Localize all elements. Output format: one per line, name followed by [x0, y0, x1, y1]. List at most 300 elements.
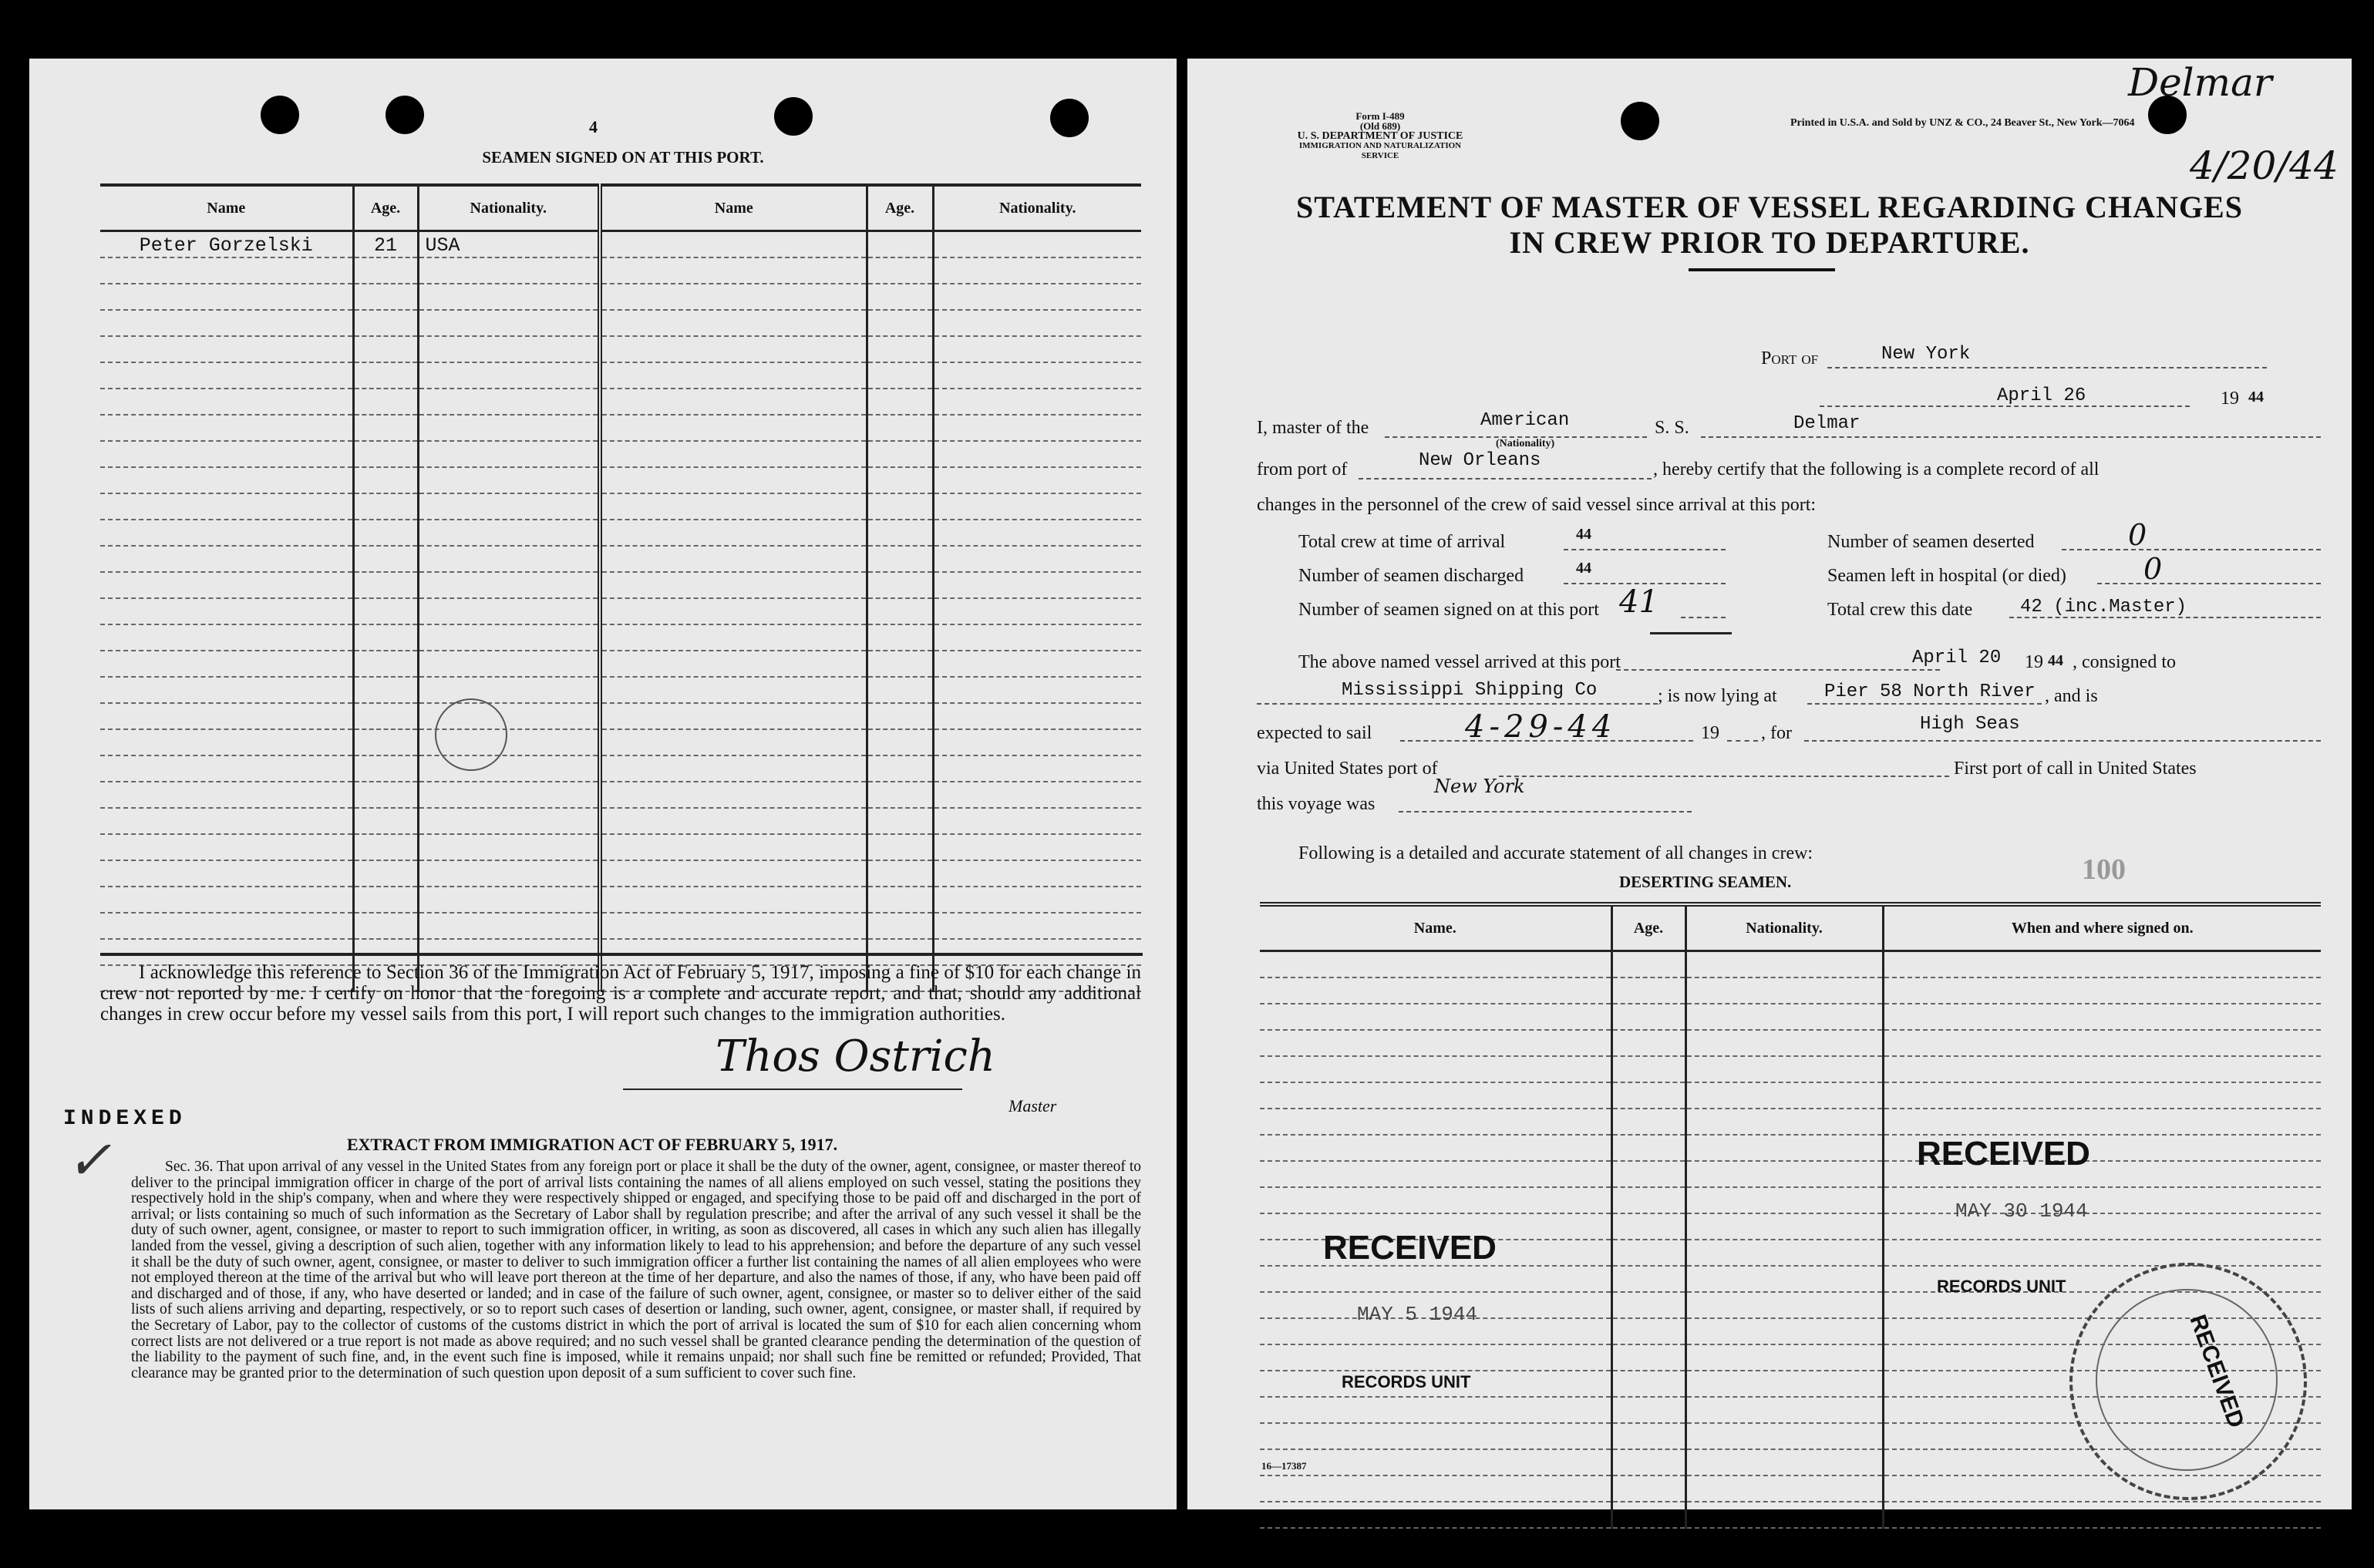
- blank-cell: [353, 624, 418, 651]
- for-value: High Seas: [1920, 714, 2020, 735]
- form-header: [1288, 111, 1473, 161]
- blank-cell: [1685, 977, 1883, 1004]
- blank-cell: [1883, 1056, 2321, 1082]
- blank-cell: [933, 913, 1141, 939]
- blank-cell: [353, 782, 418, 808]
- table-row: [1260, 1030, 2321, 1056]
- blank-cell: [1260, 1161, 1611, 1187]
- blank-cell: [867, 887, 933, 913]
- blank-cell: [600, 913, 867, 939]
- consignee: Mississippi Shipping Co: [1342, 680, 1598, 701]
- blank-cell: [933, 441, 1141, 467]
- date-value: April 26: [1997, 385, 2086, 406]
- service-name: IMMIGRATION AND NATURALIZATION SERVICE: [1298, 141, 1462, 160]
- blank-cell: [100, 415, 353, 441]
- blank-cell: [1685, 1135, 1883, 1161]
- blank-cell: [600, 755, 867, 782]
- fill-line: [1257, 703, 1658, 705]
- blank-cell: [600, 782, 867, 808]
- blank-cell: [600, 546, 867, 572]
- blank-cell: [933, 389, 1141, 415]
- blank-cell: [418, 415, 600, 441]
- blank-cell: [1611, 1161, 1685, 1187]
- fill-line: [1701, 436, 2321, 438]
- blank-cell: [418, 808, 600, 834]
- blank-cell: [1685, 951, 1883, 978]
- crew-age-cell: [867, 231, 933, 258]
- blank-cell: [867, 284, 933, 310]
- blank-cell: [100, 257, 353, 284]
- blank-cell: [1685, 1475, 1883, 1502]
- blank-cell: [933, 572, 1141, 598]
- blank-cell: [933, 546, 1141, 572]
- blank-cell: [353, 257, 418, 284]
- blank-cell: [100, 546, 353, 572]
- fill-line: [1564, 549, 1726, 550]
- blank-cell: [353, 729, 418, 755]
- total-crew-arrival-label: Total crew at time of arrival: [1298, 532, 1506, 552]
- table-row: [1260, 1161, 2321, 1187]
- blank-cell: [1685, 1030, 1883, 1056]
- blank-cell: [353, 677, 418, 703]
- blank-cell: [1611, 1318, 1685, 1344]
- blank-cell: [1685, 1056, 1883, 1082]
- blank-cell: [1260, 1187, 1611, 1213]
- arrived-year-prefix: 19: [2025, 652, 2043, 672]
- blank-cell: [600, 415, 867, 441]
- column-header: Nationality.: [933, 185, 1141, 231]
- blank-cell: [600, 336, 867, 362]
- blank-cell: [353, 651, 418, 677]
- table-row: [100, 520, 1141, 546]
- blank-cell: [100, 887, 353, 913]
- table-row: [100, 598, 1141, 624]
- blank-cell: [418, 467, 600, 493]
- table-row: [100, 860, 1141, 887]
- blank-cell: [867, 913, 933, 939]
- table-row: [100, 808, 1141, 834]
- column-header: Age.: [867, 185, 933, 231]
- blank-cell: [1685, 1292, 1883, 1318]
- blank-cell: [418, 624, 600, 651]
- blank-cell: [1611, 1056, 1685, 1082]
- year-prefix: 19: [2221, 389, 2239, 409]
- crew-age-cell: 21: [353, 231, 418, 258]
- punch-hole: [1050, 99, 1089, 137]
- blank-cell: [100, 284, 353, 310]
- blank-cell: [1611, 1423, 1685, 1449]
- blank-cell: [418, 493, 600, 520]
- blank-cell: [1883, 1240, 2321, 1266]
- table-row: [100, 257, 1141, 284]
- expected-value: 4-29-44: [1465, 709, 1617, 745]
- blank-cell: [867, 310, 933, 336]
- blank-cell: [1685, 1109, 1883, 1135]
- blank-cell: [353, 336, 418, 362]
- blank-cell: [100, 703, 353, 729]
- blank-cell: [600, 598, 867, 624]
- blank-cell: [1883, 1187, 2321, 1213]
- form-old-number: (Old 689): [1359, 120, 1401, 132]
- blank-cell: [100, 520, 353, 546]
- table-row: [100, 782, 1141, 808]
- blank-cell: [1685, 1502, 1883, 1528]
- blank-cell: [1611, 1082, 1685, 1109]
- signed-on-underline: [1650, 632, 1732, 634]
- blank-cell: [1611, 1449, 1685, 1475]
- blank-cell: [600, 808, 867, 834]
- acknowledgment-text: I acknowledge this reference to Section 36 of the Immigration Act of February 5, 1917, imposing a fine of $10 for each change in crew not reported by me. I certify on honor that the foregoing is a complete and accurate report, and that, should any additional changes in crew occur before my vessel sails from this port, I will report such changes to the immigration authorities.: [100, 962, 1141, 1025]
- blank-cell: [1685, 1161, 1883, 1187]
- blank-cell: [867, 808, 933, 834]
- blank-cell: [933, 808, 1141, 834]
- handwritten-date: 4/20/44: [2190, 143, 2339, 188]
- blank-cell: [600, 677, 867, 703]
- crew-nationality-cell: USA: [418, 231, 600, 258]
- voyage-label: this voyage was: [1257, 794, 1376, 814]
- stamp-number: 100: [2082, 853, 2126, 886]
- blank-cell: [100, 677, 353, 703]
- blank-cell: [867, 572, 933, 598]
- blank-cell: [1685, 1187, 1883, 1213]
- blank-cell: [1685, 1344, 1883, 1371]
- table-row: [100, 913, 1141, 939]
- blank-cell: [933, 782, 1141, 808]
- blank-cell: [353, 284, 418, 310]
- right-page: [1187, 59, 2352, 1509]
- blank-cell: [353, 520, 418, 546]
- blank-cell: [1611, 1502, 1685, 1528]
- blank-cell: [353, 887, 418, 913]
- blank-cell: [1685, 1004, 1883, 1030]
- blank-cell: [600, 520, 867, 546]
- seamen-signed-title: SEAMEN SIGNED ON AT THIS PORT.: [482, 148, 764, 167]
- blank-cell: [933, 860, 1141, 887]
- blank-cell: [933, 834, 1141, 860]
- total-crew-date-label: Total crew this date: [1827, 600, 1973, 620]
- blank-cell: [100, 651, 353, 677]
- table-row: [100, 336, 1141, 362]
- blank-cell: [933, 362, 1141, 389]
- blank-cell: [933, 624, 1141, 651]
- blank-cell: [867, 467, 933, 493]
- table-header-row: [1260, 904, 2321, 951]
- table-row: [100, 310, 1141, 336]
- extract-text: Sec. 36. That upon arrival of any vessel in the United States from any foreign port or place it shall be the duty of the owner, agent, consignee, or master thereof to deliver to the principal immigration officer in charge of the port of arrival lists containing the names of all aliens employed on such vessel, stating the positions they respectively hold in the ship's company, when and where they were respectively shipped or engaged, and specifying those to be paid off and discharged in the port of arrival; or lists containing so much of such information as the Secretary of Labor shall by regulation prescribe; and after the arrival of any such vessel it shall be the duty of such owner, agent, consignee, or master to report to such immigration officer, in writing, as soon as discovered, all cases in which any such alien has illegally landed from the vessel, giving a description of such alien, together with any information likely to lead to his apprehension; and before the departure of any such vessel it shall be the duty of such owner, agent, consignee, or master to deliver to such immigration officer a further list containing the names of all alien employees who were not employed thereon at the time of the arrival but who will leave port thereon at the time of her departure, and also the names of those, if any, who have been paid off and discharged and of those, if any, who have deserted or landed; and in case of the failure of such owner, agent, consignee, or master so to deliver either of the said lists of such aliens arriving and departing, respectively, or so to report such cases of desertion or landing, such owner, agent, consignee, or master shall, if required by the Secretary of Labor, pay to the collector of customs of the customs district in which the port of arrival is located the sum of $10 for each alien concerning whom correct lists are not delivered or a true report is not made as above required; and no such vessel shall be granted clearance pending the determination of the question of the liability to the payment of such fine, and, in the event such fine is imposed, while it remains unpaid; nor shall such fine be remitted or refunded; Provided, That clearance may be granted prior to the determination of such question upon deposit of a sum sufficient to cover such fine.: [131, 1159, 1141, 1381]
- blank-cell: [353, 467, 418, 493]
- hospital-label: Seamen left in hospital (or died): [1827, 566, 2066, 586]
- blank-cell: [1260, 1344, 1611, 1371]
- records-unit-1: RECORDS UNIT: [1937, 1277, 2066, 1296]
- blank-cell: [600, 441, 867, 467]
- ss-label: S. S.: [1655, 418, 1689, 438]
- blank-cell: [1685, 1213, 1883, 1240]
- blank-cell: [1611, 1109, 1685, 1135]
- table-row: [100, 834, 1141, 860]
- blank-cell: [100, 624, 353, 651]
- blank-cell: [600, 729, 867, 755]
- received-stamp-2: RECEIVED: [1323, 1229, 1497, 1267]
- column-header: Name: [100, 185, 353, 231]
- table-row: [1260, 1004, 2321, 1030]
- discharged-value: 44: [1576, 560, 1591, 577]
- blank-cell: [933, 257, 1141, 284]
- column-header: Name: [600, 185, 867, 231]
- via-label: via United States port of: [1257, 759, 1438, 779]
- form-number: Form I-489: [1355, 110, 1405, 122]
- blank-cell: [1611, 1397, 1685, 1423]
- blank-cell: [1260, 1266, 1611, 1292]
- blank-cell: [1611, 1344, 1685, 1371]
- master-label: Master: [1009, 1096, 1057, 1115]
- left-page: [29, 59, 1177, 1509]
- table-row: [100, 493, 1141, 520]
- blank-cell: [1260, 1475, 1611, 1502]
- arrived-year: 44: [2048, 652, 2063, 669]
- table-row: [100, 624, 1141, 651]
- records-unit-2: RECORDS UNIT: [1342, 1372, 1471, 1391]
- blank-cell: [600, 860, 867, 887]
- changes-text: changes in the personnel of the crew of said vessel since arrival at this port:: [1257, 495, 1817, 515]
- blank-cell: [1883, 977, 2321, 1004]
- from-port-label: from port of: [1257, 459, 1348, 479]
- form-code: 16—17387: [1261, 1460, 1307, 1472]
- blank-cell: [100, 493, 353, 520]
- blank-cell: [600, 284, 867, 310]
- blank-cell: [1611, 1135, 1685, 1161]
- blank-cell: [418, 284, 600, 310]
- master-signature: Thos Ostrich: [716, 1031, 995, 1082]
- blank-cell: [933, 467, 1141, 493]
- printer-line: Printed in U.S.A. and Sold by UNZ & CO., 24 Beaver St., New York—7064: [1790, 117, 2135, 129]
- blank-cell: [1685, 1266, 1883, 1292]
- nationality-value: American: [1480, 410, 1570, 431]
- blank-cell: [100, 389, 353, 415]
- blank-cell: [867, 782, 933, 808]
- round-stamp-text: RECEIVED: [2184, 1311, 2249, 1432]
- blank-cell: [353, 415, 418, 441]
- deserting-title: DESERTING SEAMEN.: [1619, 873, 1792, 891]
- blank-cell: [1260, 1135, 1611, 1161]
- round-received-stamp: [2069, 1263, 2307, 1500]
- blank-cell: [1685, 1240, 1883, 1266]
- signed-on-table: [100, 183, 1141, 992]
- blank-cell: [1260, 1109, 1611, 1135]
- table-row: [100, 729, 1141, 755]
- blank-cell: [1611, 1187, 1685, 1213]
- blank-cell: [353, 598, 418, 624]
- blank-cell: [867, 415, 933, 441]
- blank-cell: [600, 389, 867, 415]
- title-rule: [1689, 268, 1835, 271]
- and-is-label: , and is: [2045, 686, 2098, 706]
- punch-hole: [774, 97, 813, 136]
- table-row: [100, 231, 1141, 258]
- blank-cell: [1685, 1318, 1883, 1344]
- blank-cell: [867, 598, 933, 624]
- table-row: [1260, 1502, 2321, 1528]
- blank-cell: [353, 703, 418, 729]
- table-row: [100, 389, 1141, 415]
- table-row: [100, 362, 1141, 389]
- lying-value: Pier 58 North River: [1824, 681, 2036, 702]
- punch-hole: [386, 96, 424, 134]
- blank-cell: [1611, 977, 1685, 1004]
- blank-cell: [418, 572, 600, 598]
- table-row: [100, 441, 1141, 467]
- blank-cell: [933, 284, 1141, 310]
- blank-cell: [1685, 1082, 1883, 1109]
- punch-hole: [1621, 102, 1659, 140]
- round-stamp-inner-ring: [2096, 1289, 2278, 1471]
- blank-cell: [353, 389, 418, 415]
- arrived-date: April 20: [1912, 648, 2002, 668]
- blank-cell: [600, 362, 867, 389]
- total-crew-arrival-value: 44: [1576, 526, 1591, 543]
- blank-cell: [100, 939, 353, 965]
- table-row: [100, 572, 1141, 598]
- blank-cell: [867, 624, 933, 651]
- blank-cell: [1260, 1397, 1611, 1423]
- fill-line: [1804, 740, 2321, 742]
- received-stamp-1: RECEIVED: [1917, 1135, 2090, 1173]
- table-row: [100, 415, 1141, 441]
- table-header-row: [100, 185, 1141, 231]
- received-stamp-2-date: MAY 5 1944: [1357, 1303, 1478, 1326]
- blank-cell: [1260, 951, 1611, 978]
- blank-cell: [418, 310, 600, 336]
- total-crew-date-value: 42 (inc.Master): [2020, 597, 2187, 617]
- blank-cell: [1883, 1004, 2321, 1030]
- blank-cell: [100, 362, 353, 389]
- blank-cell: [100, 755, 353, 782]
- blank-cell: [418, 651, 600, 677]
- for-label: , for: [1761, 723, 1792, 743]
- blank-cell: [353, 939, 418, 965]
- blank-cell: [1260, 977, 1611, 1004]
- consigned-label: , consigned to: [2073, 652, 2176, 672]
- signed-on-value: 41: [1619, 584, 1658, 620]
- table-row: [100, 651, 1141, 677]
- blank-cell: [418, 834, 600, 860]
- extract-title: EXTRACT FROM IMMIGRATION ACT OF FEBRUARY 5, 1917.: [346, 1135, 838, 1154]
- blank-cell: [867, 703, 933, 729]
- blank-cell: [353, 310, 418, 336]
- blank-cell: [418, 677, 600, 703]
- handwritten-check-mark: ✓: [66, 1129, 112, 1192]
- blank-cell: [1883, 1502, 2321, 1528]
- blank-cell: [867, 336, 933, 362]
- blank-cell: [353, 362, 418, 389]
- blank-cell: [1260, 1082, 1611, 1109]
- column-header: Nationality.: [1685, 904, 1883, 951]
- deserted-label: Number of seamen deserted: [1827, 532, 2035, 552]
- fill-line: [2062, 549, 2321, 550]
- blank-cell: [353, 546, 418, 572]
- year-value: 44: [2248, 389, 2264, 405]
- deserted-value: 0: [2128, 518, 2147, 552]
- table-row: [1260, 1056, 2321, 1082]
- table-row: [100, 677, 1141, 703]
- received-stamp-1-date: MAY 30 1944: [1955, 1200, 2088, 1223]
- blank-cell: [1611, 1004, 1685, 1030]
- blank-cell: [600, 467, 867, 493]
- blank-cell: [418, 441, 600, 467]
- page-number: 4: [589, 117, 598, 136]
- blank-cell: [100, 598, 353, 624]
- blank-cell: [418, 887, 600, 913]
- blank-cell: [867, 520, 933, 546]
- fill-line: [1807, 703, 2042, 705]
- column-header: Age.: [353, 185, 418, 231]
- table-row: [1260, 1082, 2321, 1109]
- blank-cell: [418, 939, 600, 965]
- blank-cell: [1611, 1475, 1685, 1502]
- blank-cell: [933, 493, 1141, 520]
- fill-line: [1359, 478, 1652, 479]
- blank-cell: [1611, 1266, 1685, 1292]
- form-title-line-1: STATEMENT OF MASTER OF VESSEL REGARDING CHANGES: [1296, 190, 2243, 224]
- blank-cell: [867, 755, 933, 782]
- table-row: [1260, 1135, 2321, 1161]
- column-header: Age.: [1611, 904, 1685, 951]
- fill-line: [1616, 669, 1940, 671]
- blank-cell: [1611, 1371, 1685, 1397]
- blank-cell: [418, 598, 600, 624]
- blank-cell: [100, 310, 353, 336]
- blank-cell: [100, 441, 353, 467]
- blank-cell: [933, 651, 1141, 677]
- blank-cell: [353, 834, 418, 860]
- table-row: [100, 546, 1141, 572]
- blank-cell: [933, 677, 1141, 703]
- blank-cell: [100, 782, 353, 808]
- blank-cell: [867, 860, 933, 887]
- blank-cell: [1260, 1030, 1611, 1056]
- column-header: Nationality.: [418, 185, 600, 231]
- blank-cell: [933, 703, 1141, 729]
- column-header: When and where signed on.: [1883, 904, 2321, 951]
- blank-cell: [418, 913, 600, 939]
- table-row: [1260, 1187, 2321, 1213]
- form-title-line-2: IN CREW PRIOR TO DEPARTURE.: [1509, 225, 2030, 260]
- blank-cell: [418, 520, 600, 546]
- column-header: Name.: [1260, 904, 1611, 951]
- blank-cell: [100, 860, 353, 887]
- table-row: [100, 887, 1141, 913]
- blank-cell: [353, 755, 418, 782]
- fill-line: [1399, 811, 1692, 813]
- blank-cell: [1260, 1449, 1611, 1475]
- crew-name-cell: [600, 231, 867, 258]
- blank-cell: [1883, 1213, 2321, 1240]
- blank-cell: [1685, 1397, 1883, 1423]
- table-bottom-rule: [100, 953, 1143, 956]
- blank-cell: [1883, 1030, 2321, 1056]
- port-label: Port of: [1761, 348, 1819, 368]
- table-row: [100, 703, 1141, 729]
- blank-cell: [100, 808, 353, 834]
- blank-cell: [933, 520, 1141, 546]
- first-call-label: First port of call in United States: [1954, 759, 2197, 779]
- table-row: [1260, 977, 2321, 1004]
- blank-cell: [353, 808, 418, 834]
- blank-cell: [600, 310, 867, 336]
- arrived-label: The above named vessel arrived at this port: [1298, 652, 1621, 672]
- blank-cell: [867, 389, 933, 415]
- crew-name-cell: Peter Gorzelski: [100, 231, 353, 258]
- blank-cell: [1260, 1502, 1611, 1528]
